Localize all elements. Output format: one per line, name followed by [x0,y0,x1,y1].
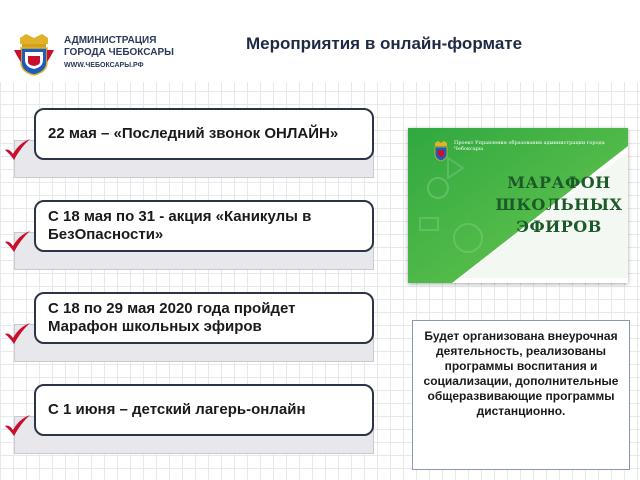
info-text: Будет организована внеурочная деятельность, реализованы программы воспитания и социализации, дополнительные общеразвивающие программы дистанционно. [423,329,619,418]
banner-title [490,172,628,238]
event-card [34,200,374,252]
banner-title-line2: ШКОЛЬНЫХ [495,195,623,214]
banner-coat-of-arms-icon [432,140,450,162]
page-title: Мероприятия в онлайн-формате [246,34,523,53]
org-name-line2: ГОРОДА ЧЕБОКСАРЫ [64,47,174,58]
event-item-4 [0,384,380,464]
event-item-2 [0,200,380,280]
marathon-banner [408,128,628,283]
org-name-line1: АДМИНИСТРАЦИЯ [64,35,157,46]
event-text: 22 мая – «Последний звонок ОНЛАЙН» [48,125,339,142]
banner-org-text: Проект Управления образования администрации города Чебоксары [454,140,605,152]
org-name [64,35,214,59]
event-card [34,384,374,436]
check-mark-icon [2,322,32,346]
event-text: С 18 мая по 31 - акция «Каникулы в БезОпасности» [48,208,312,243]
event-card [34,292,374,344]
check-mark-icon [2,414,32,438]
event-item-3 [0,292,380,372]
banner-title-line1: МАРАФОН [507,173,611,192]
city-coat-of-arms-icon [12,32,56,76]
event-text: С 1 июня – детский лагерь-онлайн [48,401,306,418]
event-card [34,108,374,160]
org-url: WWW.ЧЕБОКСАРЫ.РФ [64,62,144,69]
header [0,0,640,82]
check-mark-icon [2,138,32,162]
info-box [412,320,630,470]
check-mark-icon [2,230,32,254]
banner-title-line3: ЭФИРОВ [516,217,602,236]
event-item-1 [0,108,380,188]
event-text: С 18 по 29 мая 2020 года пройдет Марафон школьных эфиров [48,300,296,335]
